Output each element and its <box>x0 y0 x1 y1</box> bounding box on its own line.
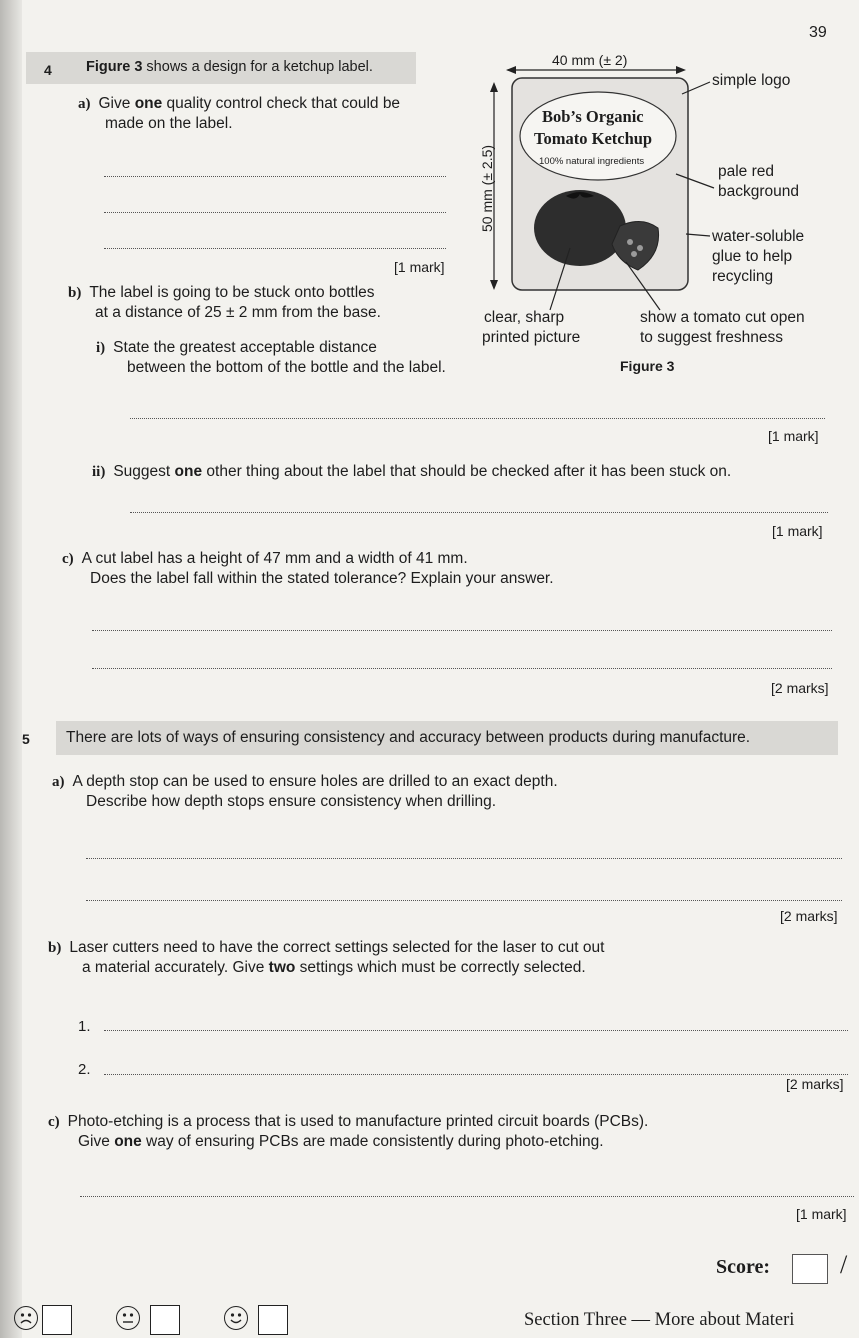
annotation-background: pale red background <box>718 163 800 200</box>
mark-allocation: [2 marks] <box>771 680 829 696</box>
mark-allocation: [1 mark] <box>394 259 445 275</box>
answer-item-1-label: 1. <box>78 1018 91 1035</box>
question-4a-text: a) Give one quality control check that could be made on the label. <box>78 95 401 132</box>
rating-box[interactable] <box>258 1305 288 1335</box>
neutral-face-icon <box>116 1306 140 1330</box>
question-5c-text: c) Photo-etching is a process that is used to manufacture printed circuit boards (PCBs). Give one way of ensuring PCBs are made consistently during photo-etching. <box>48 1113 649 1150</box>
happy-face-icon <box>224 1306 248 1330</box>
sad-face-icon <box>14 1306 38 1330</box>
arrow-down-icon <box>490 280 498 290</box>
mark-allocation: [2 marks] <box>780 908 838 924</box>
question-4c-text: c) A cut label has a height of 47 mm and a width of 41 mm. Does the label fall within the stated tolerance? Explain your answer. <box>62 550 554 587</box>
score-box[interactable] <box>792 1254 828 1284</box>
question-5-intro: There are lots of ways of ensuring consistency and accuracy between products during manufacture. <box>66 729 751 746</box>
score-slash: / <box>840 1250 848 1279</box>
question-5-number: 5 <box>22 731 30 747</box>
annotation-simple-logo: simple logo <box>712 72 791 89</box>
annotation-printed-picture: clear, sharp printed picture <box>482 309 581 346</box>
height-dimension-label: 50 mm (± 2.5) <box>479 144 495 232</box>
answer-line[interactable] <box>86 858 842 859</box>
answer-line[interactable] <box>104 176 446 177</box>
ingredients-text: 100% natural ingredients <box>539 156 645 167</box>
page-edge-shadow <box>0 0 22 1338</box>
footer-section-title: Section Three — More about Materi <box>524 1310 795 1330</box>
arrow-up-icon <box>490 82 498 92</box>
rating-box[interactable] <box>150 1305 180 1335</box>
answer-line[interactable] <box>104 248 446 249</box>
width-dimension-label: 40 mm (± 2) <box>552 52 628 68</box>
answer-item-2-label: 2. <box>78 1061 91 1078</box>
score-label: Score: <box>716 1256 771 1278</box>
answer-line[interactable] <box>92 630 832 631</box>
answer-line[interactable] <box>104 1074 848 1075</box>
mark-allocation: [2 marks] <box>786 1076 844 1092</box>
answer-line[interactable] <box>104 1030 848 1031</box>
figure-caption: Figure 3 <box>620 358 675 374</box>
answer-line[interactable] <box>92 668 832 669</box>
brand-line-2: Tomato Ketchup <box>534 129 653 148</box>
answer-line[interactable] <box>104 212 446 213</box>
question-5b-text: b) Laser cutters need to have the correct settings selected for the laser to cut out a material accurately. Give two settings which must be correctly selected. <box>48 939 605 976</box>
question-4-intro: Figure 3 shows a design for a ketchup label. <box>86 59 373 75</box>
tomato-icon <box>534 190 626 266</box>
mark-allocation: [1 mark] <box>772 523 823 539</box>
rating-box[interactable] <box>42 1305 72 1335</box>
answer-line[interactable] <box>130 418 825 419</box>
annotation-glue: water-soluble glue to help recycling <box>712 228 805 285</box>
annotation-tomato-cut: show a tomato cut open to suggest freshness <box>640 309 805 346</box>
mark-allocation: [1 mark] <box>796 1206 847 1222</box>
brand-line-1: Bob’s Organic <box>542 107 644 126</box>
question-4bii-text: ii) Suggest one other thing about the label that should be checked after it has been stuck on. <box>92 463 732 480</box>
answer-line[interactable] <box>86 900 842 901</box>
mark-allocation: [1 mark] <box>768 428 819 444</box>
question-4-number: 4 <box>44 62 52 78</box>
page-number: 39 <box>809 24 827 41</box>
question-4bi-text: i) State the greatest acceptable distance between the bottom of the bottle and the label. <box>96 339 446 376</box>
answer-line[interactable] <box>80 1196 854 1197</box>
arrow-left-icon <box>506 66 516 74</box>
answer-line[interactable] <box>130 512 828 513</box>
arrow-right-icon <box>676 66 686 74</box>
question-4b-text: b) The label is going to be stuck onto bottles at a distance of 25 ± 2 mm from the base. <box>68 284 381 321</box>
question-5a-text: a) A depth stop can be used to ensure holes are drilled to an exact depth. Describe how depth stops ensure consistency when drilling. <box>52 773 558 810</box>
